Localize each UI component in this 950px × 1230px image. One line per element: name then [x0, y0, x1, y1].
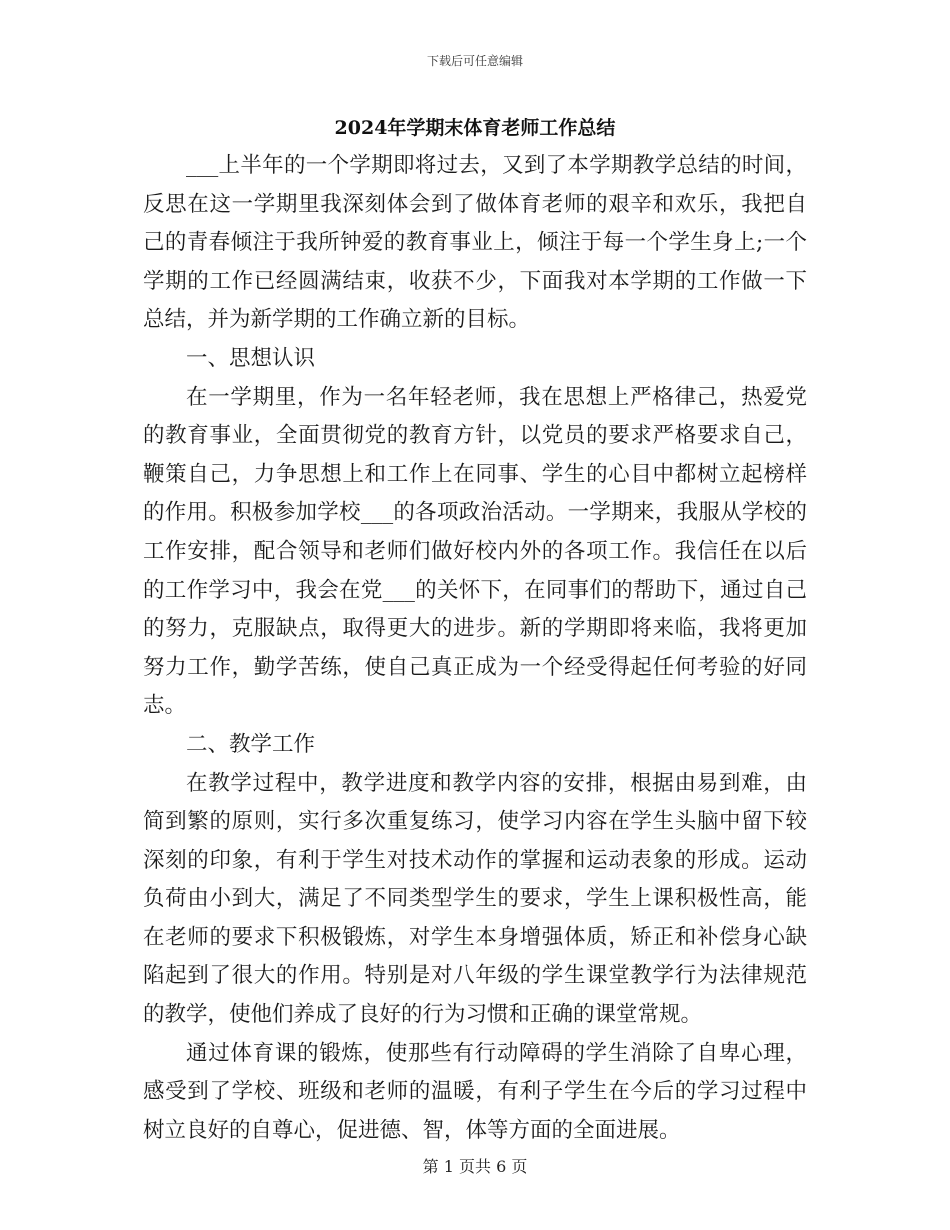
page-number: 第 1 页共 6 页 [422, 1157, 528, 1176]
teaching-paragraph: 在教学过程中，教学进度和教学内容的安排，根据由易到难，由简到繁的原则，实行多次重复练习，使学习内容在学生头脑中留下较深刻的印象，有利于学生对技术动作的掌握和运动表象的形成。运动负荷由小到大，满足了不同类型学生的要求，学生上课积极性高，能在老师的要求下积极锻炼，对学生本身增强体质，矫正和补偿身心缺陷起到了很大的作用。特别是对八年级的学生课堂教学行为法律规范的教学，使他们养成了良好的行为习惯和正确的课堂常规。 [143, 770, 807, 1028]
section-heading-teaching: 二、教学工作 [186, 731, 316, 757]
document-body [143, 147, 807, 1150]
ideology-paragraph: 在一学期里，作为一名年轻老师，我在思想上严格律己，热爱党的教育事业，全面贯彻党的教育方针，以党员的要求严格要求自己，鞭策自己，力争思想上和工作上在同事、学生的心目中都树立起榜样的作用。积极参加学校___的各项政治活动。一学期来，我服从学校的工作安排，配合领导和老师们做好校内外的各项工作。我信任在以后的工作学习中，我会在党___的关怀下，在同事们的帮助下，通过自己的努力，克服缺点，取得更大的进步。新的学期即将来临，我将更加努力工作，勤学苦练，使自己真正成为一个经受得起任何考验的好同志。 [143, 384, 807, 719]
section-heading-ideology: 一、思想认识 [186, 345, 316, 371]
intro-paragraph: ___上半年的一个学期即将过去，又到了本学期教学总结的时间，反思在这一学期里我深刻体会到了做体育老师的艰辛和欢乐，我把自己的青春倾注于我所钟爱的教育事业上，倾注于每一个学生身上;一个学期的工作已经圆满结束，收获不少，下面我对本学期的工作做一下总结，并为新学期的工作确立新的目标。 [143, 153, 807, 333]
document-title: 2024年学期末体育老师工作总结 [334, 117, 616, 139]
header-note: 下载后可任意编辑 [426, 54, 523, 68]
exercise-paragraph: 通过体育课的锻炼，使那些有行动障碍的学生消除了自卑心理，感受到了学校、班级和老师的温暖，有利子学生在今后的学习过程中树立良好的自尊心，促进德、智，体等方面的全面进展。 [143, 1040, 807, 1143]
